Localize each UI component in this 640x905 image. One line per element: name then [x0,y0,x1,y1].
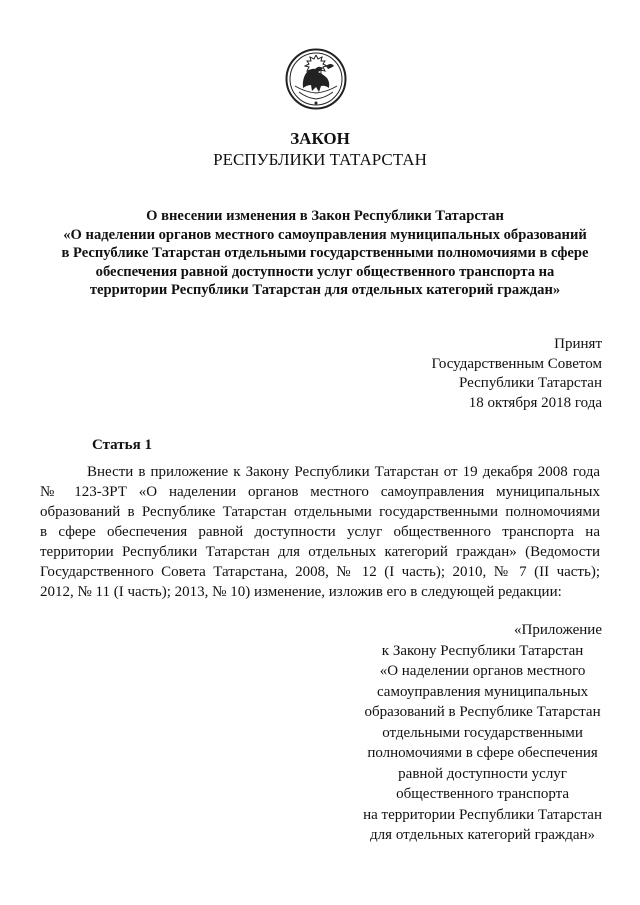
tatarstan-coat-of-arms-icon [285,48,347,110]
adoption-line: Республики Татарстан [458,375,602,391]
adoption-line: Принят [554,336,602,352]
appendix-heading [363,620,602,846]
law-title-line1: ЗАКОН [290,129,350,148]
law-title-line2: РЕСПУБЛИКИ ТАТАРСТАН [213,150,427,169]
body-line: № 123-ЗРТ «О наделении органов местного самоуправления муниципальных [40,484,600,500]
appendix-line: к Закону Республики Татарстан [381,642,584,659]
law-title [0,128,640,170]
appendix-line: полномочиями в сфере обеспечения [367,745,598,761]
adoption-date: 18 октября 2018 года [468,394,602,411]
body-line: образований в Республике Татарстан отдельными государственными полномочиями [40,504,600,520]
appendix-line: равной доступности услуг [398,765,567,782]
article-heading: Статья 1 [92,437,152,453]
subject-line: О внесении изменения в Закон Республики Татарстан [146,208,504,224]
appendix-line: для отдельных категорий граждан» [370,827,596,843]
body-line: 2012, № 11 (I часть); 2013, № 10) изменение, изложив его в следующей редакции: [40,584,562,600]
adoption-block [432,335,603,413]
body-line: Внести в приложение к Закону Республики Татарстан от 19 декабря 2008 года [87,464,600,480]
appendix-line: общественного транспорта [396,786,570,802]
appendix-line: «Приложение [513,622,602,638]
adoption-line: Государственным Советом [431,355,602,372]
body-line: Государственного Совета Татарстана, 2008, № 12 (I часть); 2010, № 7 (II часть); [40,564,600,580]
appendix-line: на территории Республики Татарстан [363,806,602,823]
appendix-line: самоуправления муниципальных [376,683,589,700]
appendix-line: «О наделении органов местного [379,663,586,679]
body-line: в сфере обеспечения равной доступности услуг общественного транспорта на [40,524,600,540]
body-line: территории Республики Татарстан для отдельных категорий граждан» (Ведомости [40,544,600,560]
law-subject [38,207,612,300]
subject-line: территории Республики Татарстан для отдельных категорий граждан» [89,282,561,299]
subject-line: в Республике Татарстан отдельными государственными полномочиями в сфере [61,245,589,262]
appendix-line: образований в Республике Татарстан [364,704,601,720]
subject-line: обеспечения равной доступности услуг общественного транспорта на [95,263,555,280]
article-body [40,462,600,602]
appendix-line: отдельными государственными [382,724,583,741]
subject-line: «О наделении органов местного самоуправления муниципальных образований [63,226,587,243]
